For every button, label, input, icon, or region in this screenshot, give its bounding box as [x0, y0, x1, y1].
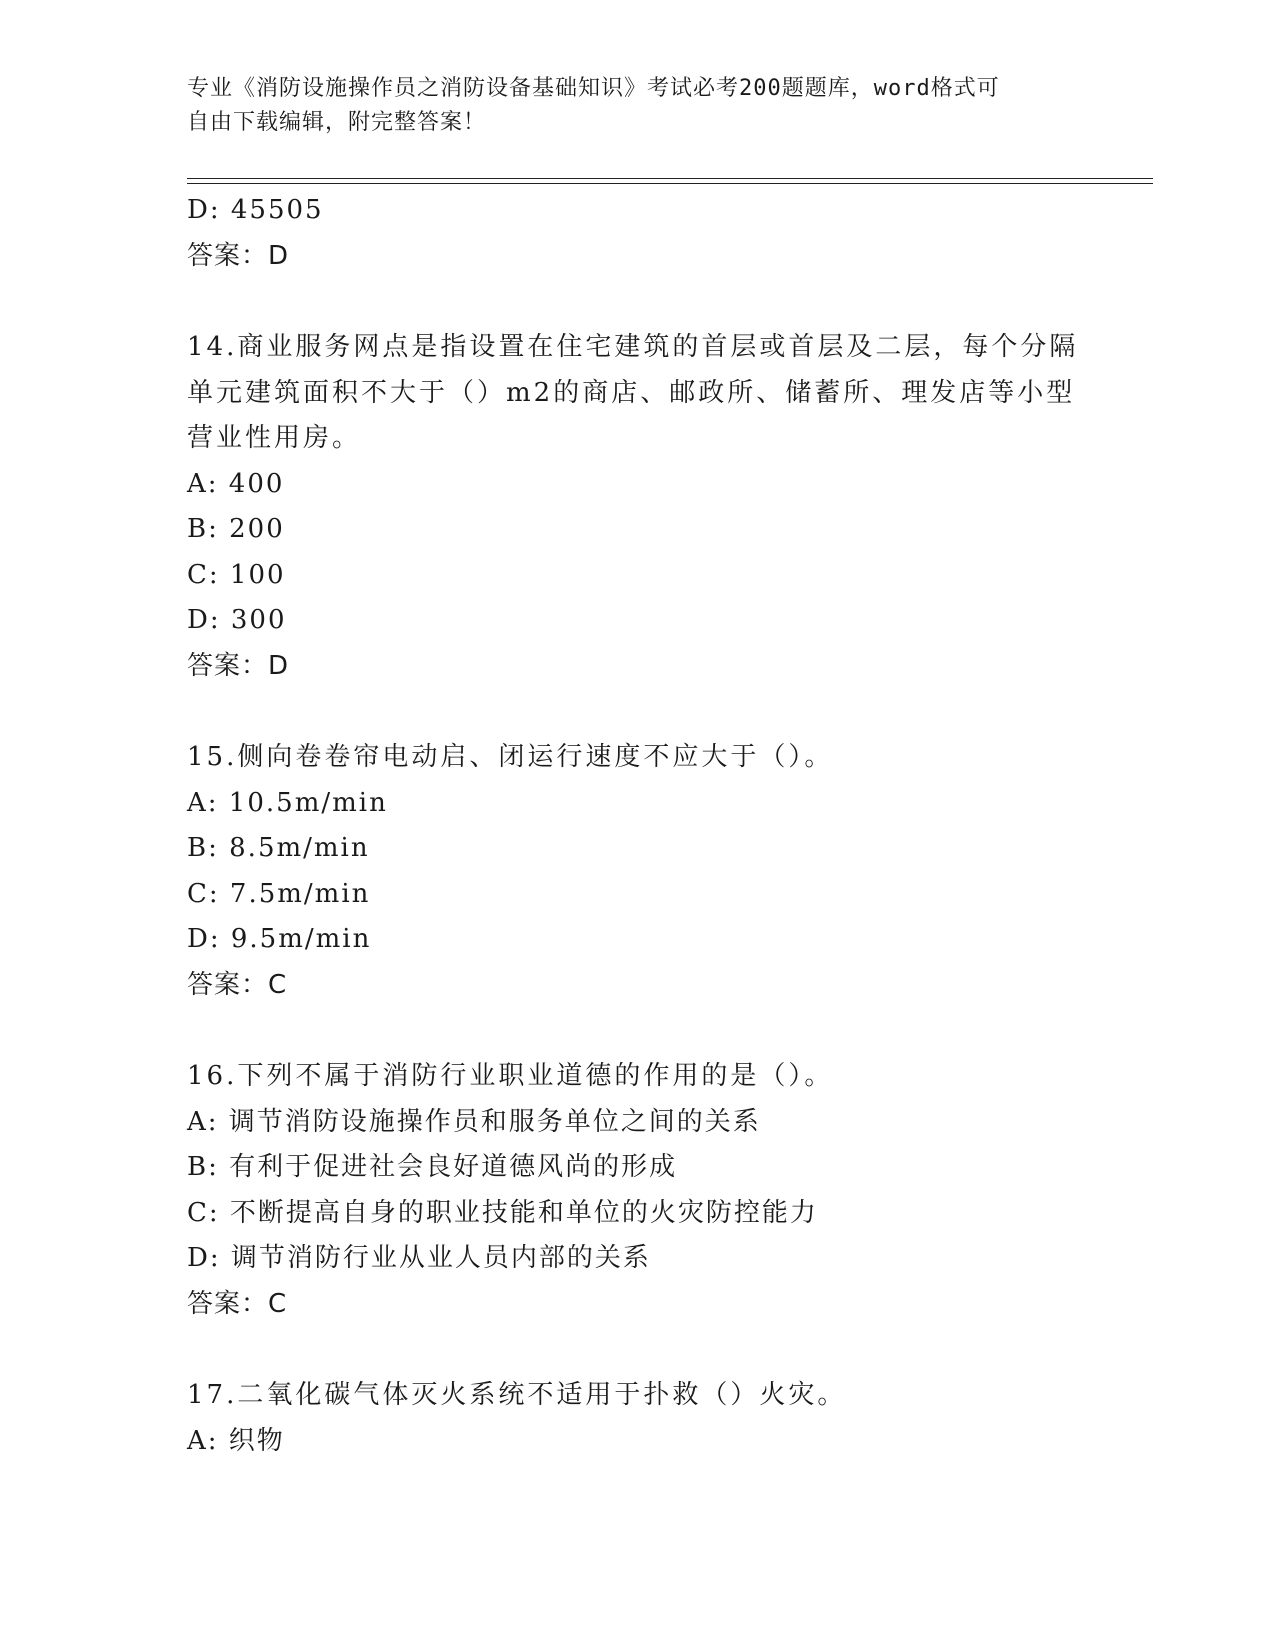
header-divider-bottom [187, 183, 1153, 184]
question-15 [187, 735, 1107, 1008]
question-text-line: 单元建筑面积不大于（）m2的商店、邮政所、储蓄所、理发店等小型 [187, 377, 1076, 408]
option-d: D: 调节消防行业从业人员内部的关系 [187, 1243, 651, 1273]
question-text-line: 17.二氧化碳气体灭火系统不适用于扑救（）火灾。 [187, 1380, 847, 1410]
question-text-line: 14.商业服务网点是指设置在住宅建筑的首层或首层及二层，每个分隔 [187, 332, 1079, 362]
header-divider-top [187, 178, 1153, 179]
option-c: C: 100 [187, 559, 286, 590]
option-b: B: 有利于促进社会良好道德风尚的形成 [187, 1152, 678, 1182]
answer: 答案：C [187, 1288, 288, 1319]
option-b: B: 200 [187, 514, 285, 544]
question-16 [187, 1054, 1107, 1327]
spacer [187, 1327, 1107, 1373]
option-c: C: 不断提高自身的职业技能和单位的火灾防控能力 [187, 1197, 818, 1228]
option-a: A: 400 [187, 468, 285, 499]
option-a: A: 10.5m/min [187, 787, 388, 818]
option-c: C: 7.5m/min [187, 878, 371, 909]
header-line-2: 自由下载编辑，附完整答案！ [187, 110, 487, 135]
document-header [187, 72, 1067, 140]
prev-answer: 答案：D [187, 240, 290, 271]
document-body [187, 188, 1107, 1464]
question-text-line: 营业性用房。 [187, 423, 362, 453]
option-b: B: 8.5m/min [187, 833, 370, 863]
spacer [187, 689, 1107, 735]
question-17 [187, 1373, 1107, 1464]
option-d: D: 300 [187, 605, 287, 635]
question-text-line: 15.侧向卷卷帘电动启、闭运行速度不应大于（）。 [187, 742, 834, 772]
question-text-line: 16.下列不属于消防行业职业道德的作用的是（）。 [187, 1061, 834, 1091]
prev-option-d: D: 45505 [187, 195, 324, 225]
option-a: A: 调节消防设施操作员和服务单位之间的关系 [187, 1106, 761, 1137]
spacer [187, 279, 1107, 325]
spacer [187, 1008, 1107, 1054]
header-line-1: 专业《消防设施操作员之消防设备基础知识》考试必考200题题库，word格式可 [187, 76, 1000, 101]
option-a: A: 织物 [187, 1425, 285, 1456]
question-14 [187, 325, 1107, 689]
option-d: D: 9.5m/min [187, 924, 372, 954]
answer: 答案：C [187, 969, 288, 1000]
answer: 答案：D [187, 650, 290, 681]
